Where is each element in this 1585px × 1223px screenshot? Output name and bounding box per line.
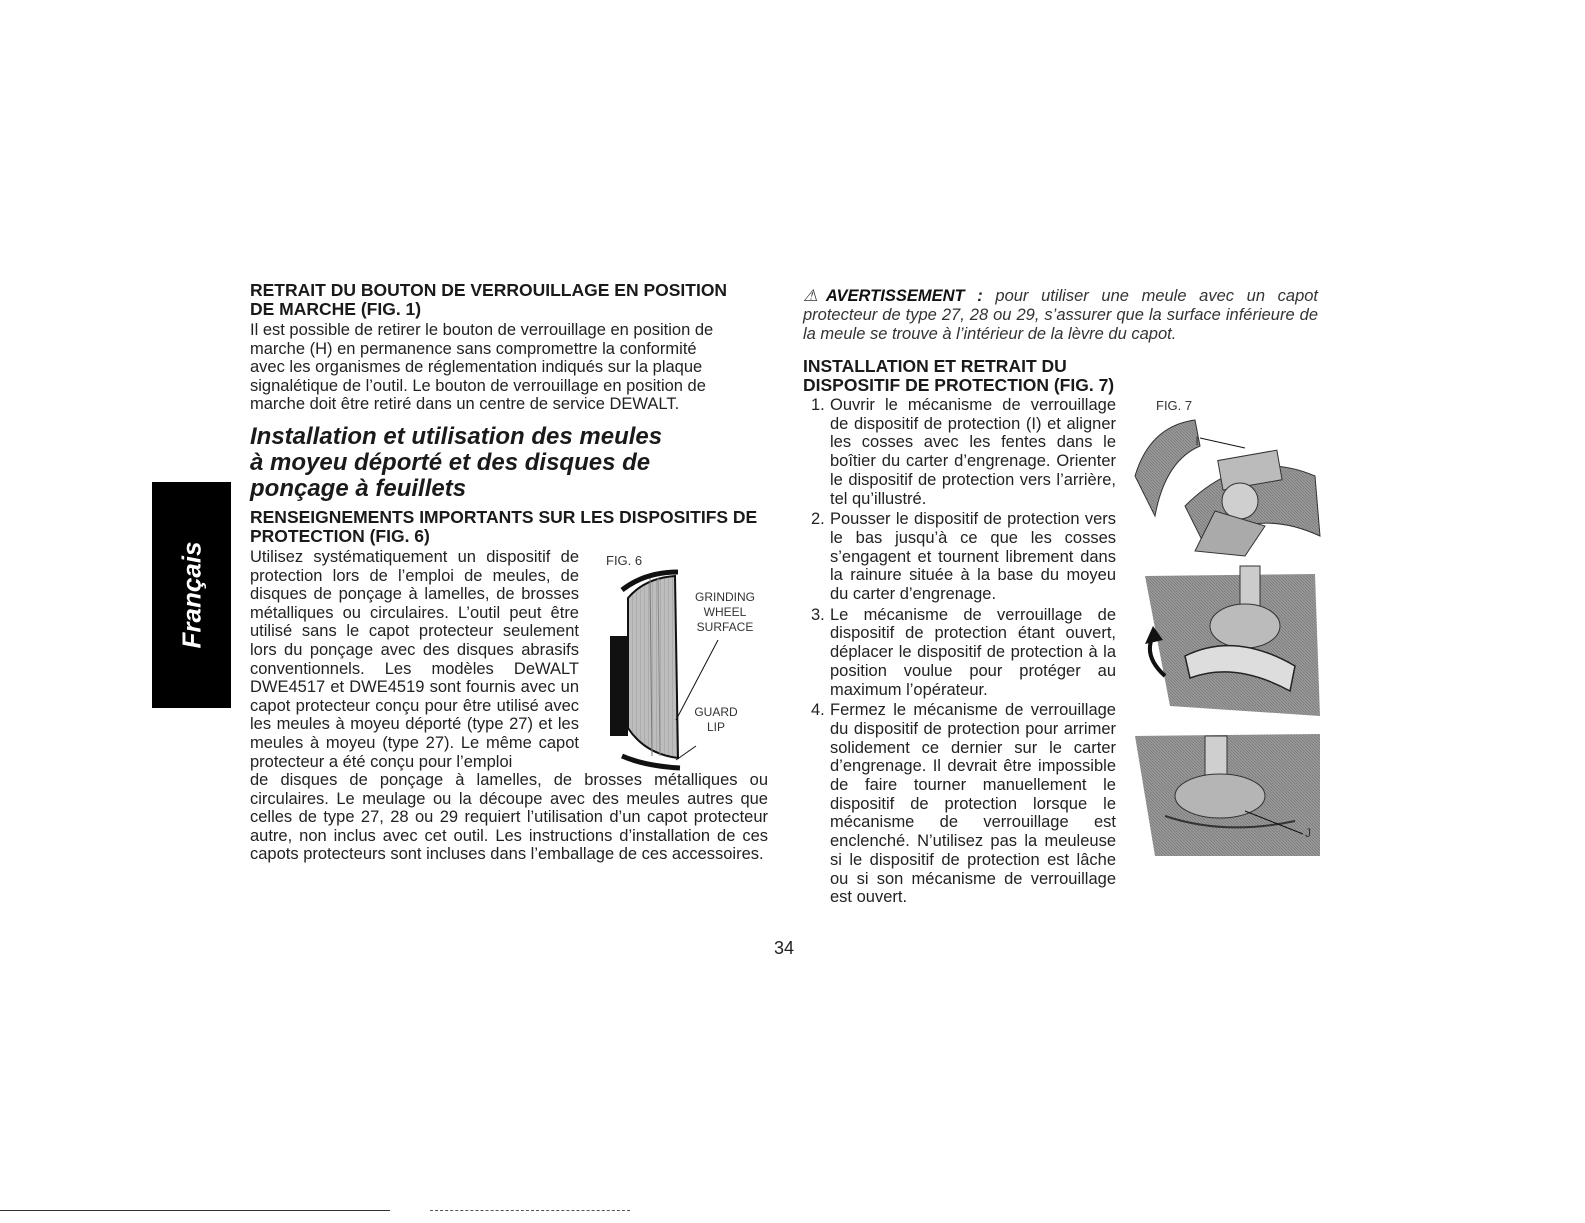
step-text: Fermez le mécanisme de verrouillage du dispositif de protection pour arrimer solidement ce dernier sur le carter d’engrenage. Il devrait être impossible de faire tourner manuellement le dispositif de protection lorsque le mécanisme de verrouillage est enclenché. N’utilisez pas la meuleuse si le dispositif de protection est lâche ou si son mécanisme de verrouillage est ouvert.: [830, 701, 1116, 907]
section-heading-dispositifs-protection: RENSEIGNEMENTS IMPORTANTS SUR LES DISPOSITIFS DE PROTECTION (FIG. 6): [250, 506, 758, 546]
warning-icon: ⚠: [803, 287, 826, 305]
figure-6: [600, 550, 770, 780]
guard-installation-illustration: [1125, 416, 1325, 856]
callout-i: I: [1195, 434, 1199, 448]
figure-6-label: FIG. 6: [606, 553, 643, 568]
language-tab-label: Français: [176, 541, 206, 649]
main-title-line-1: Installation et utilisation des meules: [250, 422, 663, 450]
figure-7-label: FIG. 7: [1156, 398, 1193, 413]
callout-grinding-line3: SURFACE: [696, 620, 754, 634]
step-number: 1.: [811, 396, 825, 414]
language-tab: [152, 482, 231, 708]
section-heading-installation-line1: INSTALLATION ET RETRAIT DU: [803, 356, 1067, 376]
main-title: [250, 424, 770, 502]
step-number: 4.: [811, 701, 825, 720]
callout-guard-line1: GUARD: [694, 705, 738, 719]
callout-guard-lip: [686, 705, 746, 735]
bottom-rule-dashed: [430, 1210, 630, 1211]
section-heading-installation-retrait: [803, 357, 1318, 395]
warning-notice: [803, 287, 1318, 344]
section-body-dispositifs-protection-wrapped: Utilisez systématiquement un dispositif de protection lors de l’emploi de meules, de disques de ponçage à lamelles, de brosses métalliques ou circulaires. L’outil peut être utilisé sans le capot protecteur seulement lors du ponçage avec des disques abrasifs conventionnels. Les modèles DeWALT DWE4517 et DWE4519 sont fournis avec un capot protecteur conçu pour être utilisé avec les meules à moyeu déporté (type 27) et les meules à moyeu (type 27). Le même capot protecteur a été conçu pour l’emploi: [250, 547, 579, 771]
callout-grinding-line1: GRINDING: [695, 590, 755, 604]
step-text: Pousser le dispositif de protection vers le bas jusqu’à ce que les cosses s’engagent et tournent librement dans la rainure située à la base du moyeu du carter d’engrenage.: [830, 510, 1116, 604]
list-item: [803, 606, 1116, 700]
list-item: [803, 396, 1116, 508]
step-text: Ouvrir le mécanisme de verrouillage de dispositif de protection (I) et aligner les cosses avec les fentes dans le boîtier du carter d’engrenage. Orienter le dispositif de protection vers l’arrière, tel qu’illustré.: [830, 396, 1116, 508]
main-title-line-3: ponçage à feuillets: [250, 474, 467, 502]
callout-guard-line2: LIP: [706, 720, 725, 734]
callout-grinding-wheel-surface: [686, 590, 764, 635]
callout-grinding-line2: WHEEL: [703, 605, 747, 619]
figure-7: [1125, 396, 1325, 856]
list-item: [803, 510, 1116, 604]
page-number: 34: [774, 938, 795, 958]
installation-steps-list: [803, 396, 1116, 907]
callout-j: J: [1305, 826, 1311, 840]
list-item: [803, 701, 1116, 907]
step-text: Le mécanisme de verrouillage de dispositif de protection étant ouvert, déplacer le dispositif de protection à la position voulue pour protéger au maximum l’opérateur.: [830, 605, 1116, 699]
bottom-rule: [0, 1210, 390, 1211]
section-body-bouton-verrouillage: Il est possible de retirer le bouton de verrouillage en position de marche (H) en permanence sans compromettre la conformité avec les organismes de réglementation indiqués sur la plaque signalétique de l’outil. Le bouton de verrouillage en position de marche doit être retiré dans un centre de service DEWALT.: [250, 321, 714, 414]
section-heading-bouton-verrouillage: RETRAIT DU BOUTON DE VERROUILLAGE EN POSITION DE MARCHE (FIG. 1): [250, 280, 728, 319]
section-body-dispositifs-protection-full: de disques de ponçage à lamelles, de brosses métalliques ou circulaires. Le meulage ou la découpe avec des meules autres que celles de type 27, 28 ou 29 requiert l’utilisation d’un capot protecteur autre, non inclus avec cet outil. Les instructions d’installation de ces capots protecteurs sont incluses dans l’emballage de ces accessoires.: [250, 771, 768, 864]
step-number: 2.: [811, 510, 825, 529]
warning-label: AVERTISSEMENT :: [825, 287, 983, 305]
main-title-line-2: à moyeu déporté et des disques de: [250, 448, 651, 476]
section-heading-installation-line2: DISPOSITIF DE PROTECTION (FIG. 7): [803, 375, 1115, 395]
warning-text: pour utiliser une meule avec un capot protecteur de type 27, 28 ou 29, s’assurer que la surface inférieure de la meule se trouve à l’intérieur de la lèvre du capot.: [803, 287, 1319, 343]
step-number: 3.: [811, 605, 825, 624]
